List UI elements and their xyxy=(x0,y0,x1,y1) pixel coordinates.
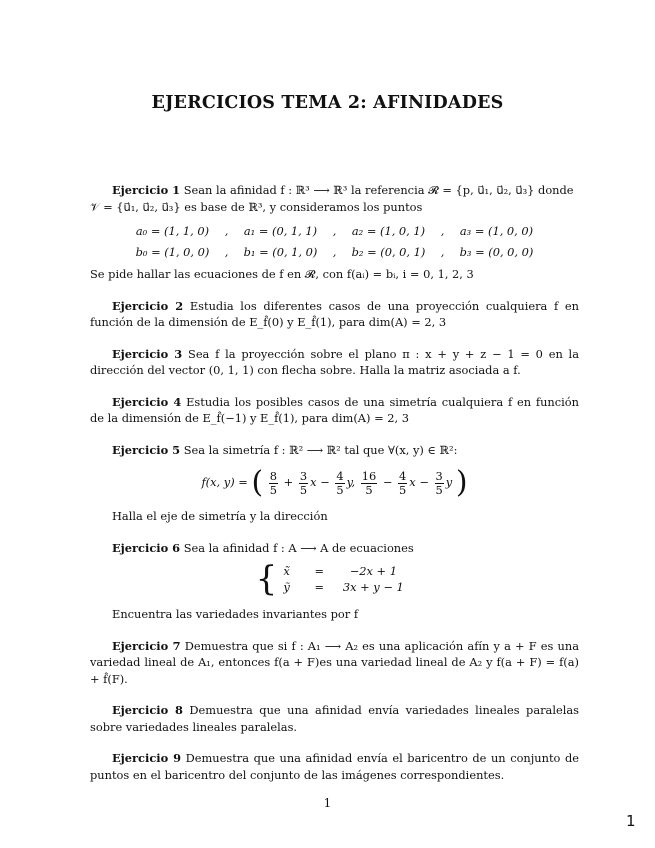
exercise-label: Ejercicio 7 xyxy=(112,638,181,653)
exercise-text: 𝒱 = {u⃗₁, u⃗₂, u⃗₃} es base de ℝ³, y consideramos los puntos xyxy=(90,199,423,214)
exercise-text: Demuestra que una afinidad envía el baricentro de un conjunto de puntos en el baricentro del conjunto de las imágenes correspondientes. xyxy=(90,751,579,782)
exercise-5 xyxy=(90,442,579,525)
exercise-text: Estudia los posibles casos de una simetría cualquiera f en función de la dimensión de E_f̂(−1) y E_f̂(1), para dim(A) = 2, 3 xyxy=(90,394,579,425)
exercise-9 xyxy=(90,750,579,783)
separator: , xyxy=(440,244,445,259)
exercise-label: Ejercicio 8 xyxy=(112,703,183,717)
exercise-label: Ejercicio 2 xyxy=(112,298,184,313)
points-table xyxy=(90,223,579,260)
viewer-page-indicator: 1 xyxy=(626,812,636,830)
point-a0: a₀ = (1, 1, 0) xyxy=(135,224,210,238)
exercise-label: Ejercicio 1 xyxy=(112,183,181,197)
separator: , xyxy=(224,224,229,238)
exercise-text: Estudia los diferentes casos de una proyección cualquiera f en función de la dimensión de E_f̂(0) y E_f̂(1), para dim(A) = 2, 3 xyxy=(90,298,579,329)
exercise-label: Ejercicio 6 xyxy=(112,540,181,555)
exercise-text: Sean la afinidad f : ℝ³ ⟶ ℝ³ la referencia 𝓡 = {p, u⃗₁, u⃗₂, u⃗₃} donde xyxy=(183,183,574,197)
page-number: 1 xyxy=(323,796,332,810)
exercise-text: Encuentra las variedades invariantes por f xyxy=(112,607,359,621)
exercise-label: Ejercicio 9 xyxy=(112,751,182,765)
symmetry-formula: f(x, y) = ( $\frac{8}{5}$ + $\frac{3}{5}$ x − $\frac{4}{5}$ y, $\frac{16}{5}$ − $\frac{4}{5}$ x − $\frac{3}{5}$ y ) xyxy=(201,465,468,500)
point-a2: a₂ = (1, 0, 1) xyxy=(351,224,426,238)
exercise-8 xyxy=(90,702,579,735)
exercise-list xyxy=(90,182,579,798)
exercise-1 xyxy=(90,182,579,283)
left-brace: { xyxy=(255,559,278,599)
exercise-7 xyxy=(90,638,579,688)
exercise-6 xyxy=(90,540,579,623)
point-a1: a₁ = (0, 1, 1) xyxy=(243,224,318,238)
exercise-text: Sea la afinidad f : A ⟶ A de ecuaciones xyxy=(183,540,414,555)
exercise-label: Ejercicio 4 xyxy=(112,394,182,409)
page-title: EJERCICIOS TEMA 2: AFINIDADES xyxy=(151,93,504,113)
separator: , xyxy=(224,244,229,259)
point-a3: a₃ = (1, 0, 0) xyxy=(459,224,534,238)
exercise-2 xyxy=(90,298,579,331)
equation-rhs: −2x + 1 xyxy=(349,563,397,578)
exercise-text: Sea la simetría f : ℝ² ⟶ ℝ² tal que ∀(x, y) ∈ ℝ²: xyxy=(183,442,458,457)
point-b2: b₂ = (0, 0, 1) xyxy=(351,244,426,259)
exercise-label: Ejercicio 3 xyxy=(112,346,183,361)
exercise-label: Ejercicio 5 xyxy=(112,442,181,457)
exercise-text: Se pide hallar las ecuaciones de f en 𝓡, con f(aᵢ) = bᵢ, i = 0, 1, 2, 3 xyxy=(90,267,474,281)
exercise-text: Sea f la proyección sobre el plano π : x + y + z − 1 = 0 en la dirección del vector (0, 1, 1) con flecha sobre. Halla la matriz asociada a f. xyxy=(90,346,579,377)
equation-lhs: ỹ xyxy=(283,580,290,594)
equation-system xyxy=(90,559,579,599)
equation-lhs: x̃ xyxy=(283,563,290,578)
equation-eq: = xyxy=(314,580,325,594)
separator: , xyxy=(332,244,337,259)
point-b3: b₃ = (0, 0, 0) xyxy=(459,244,534,259)
exercise-3 xyxy=(90,346,579,379)
exercise-4 xyxy=(90,394,579,427)
exercise-text: Demuestra que si f : A₁ ⟶ A₂ es una aplicación afín y a + F es una variedad lineal de A₁, entonces f(a + F)es una variedad lineal de A₂ y f(a + F) = f(a) + f̂(F). xyxy=(90,638,579,686)
point-b0: b₀ = (1, 0, 0) xyxy=(135,244,210,259)
exercise-text: Demuestra que una afinidad envía variedades lineales paralelas sobre variedades lineales paralelas. xyxy=(90,703,580,734)
equation-rhs: 3x + y − 1 xyxy=(342,580,404,594)
separator: , xyxy=(440,224,445,238)
separator: , xyxy=(332,224,337,238)
equation-eq: = xyxy=(314,563,325,578)
point-b1: b₁ = (0, 1, 0) xyxy=(243,244,318,259)
exercise-text: Halla el eje de simetría y la dirección xyxy=(112,509,328,523)
